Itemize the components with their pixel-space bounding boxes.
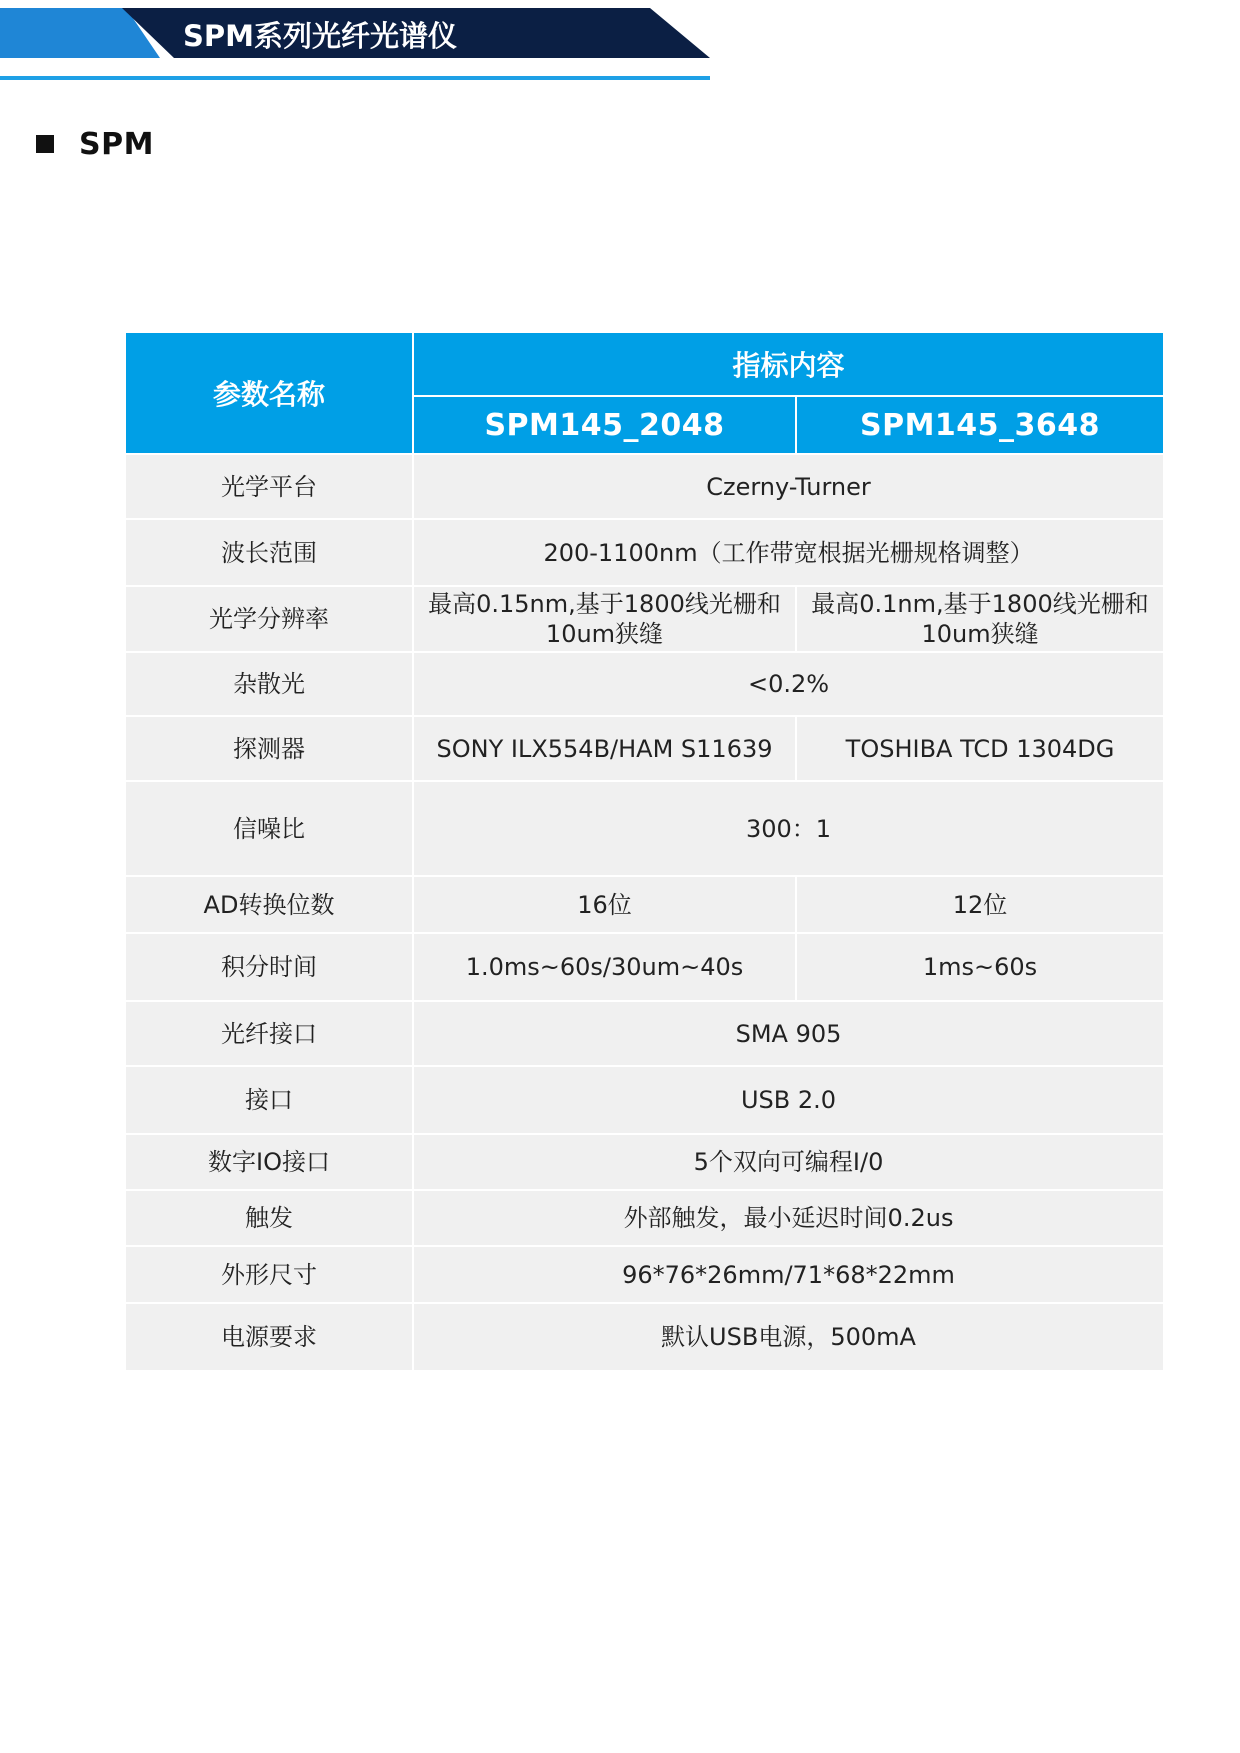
param-value: 外部触发，最小延迟时间0.2us bbox=[413, 1190, 1164, 1246]
param-value-model-2: 12位 bbox=[796, 876, 1164, 933]
param-value-model-2: 最高0.1nm,基于1800线光栅和10um狭缝 bbox=[796, 586, 1164, 652]
banner-underline bbox=[0, 76, 710, 80]
table-row bbox=[125, 454, 1164, 519]
section-title: SPM bbox=[79, 126, 154, 162]
param-name: 光学平台 bbox=[125, 454, 413, 519]
param-header: 参数名称 bbox=[125, 332, 413, 454]
param-value: 默认USB电源，500mA bbox=[413, 1303, 1164, 1371]
table-row bbox=[125, 1001, 1164, 1066]
table-row bbox=[125, 1303, 1164, 1371]
param-value: 200-1100nm（工作带宽根据光栅规格调整） bbox=[413, 519, 1164, 586]
spec-table bbox=[124, 331, 1165, 1372]
param-value: USB 2.0 bbox=[413, 1066, 1164, 1134]
param-name: AD转换位数 bbox=[125, 876, 413, 933]
table-row bbox=[125, 876, 1164, 933]
param-value: 300：1 bbox=[413, 781, 1164, 876]
table-row bbox=[125, 1246, 1164, 1303]
table-row bbox=[125, 652, 1164, 716]
param-value: <0.2% bbox=[413, 652, 1164, 716]
header-banner bbox=[0, 0, 720, 90]
param-value: 5个双向可编程I/0 bbox=[413, 1134, 1164, 1190]
param-name: 接口 bbox=[125, 1066, 413, 1134]
param-name: 杂散光 bbox=[125, 652, 413, 716]
table-row bbox=[125, 1066, 1164, 1134]
table-row bbox=[125, 781, 1164, 876]
param-name: 触发 bbox=[125, 1190, 413, 1246]
param-value: Czerny-Turner bbox=[413, 454, 1164, 519]
table-row bbox=[125, 519, 1164, 586]
table-header-row bbox=[125, 332, 1164, 396]
param-value: SMA 905 bbox=[413, 1001, 1164, 1066]
model-header-2: SPM145_3648 bbox=[796, 396, 1164, 454]
page-title: SPM系列光纤光谱仪 bbox=[183, 19, 457, 53]
table-row bbox=[125, 1190, 1164, 1246]
model-header-1: SPM145_2048 bbox=[413, 396, 796, 454]
param-value-model-2: 1ms~60s bbox=[796, 933, 1164, 1001]
param-value-model-1: 16位 bbox=[413, 876, 796, 933]
table-row bbox=[125, 1134, 1164, 1190]
table-row bbox=[125, 933, 1164, 1001]
table-row bbox=[125, 716, 1164, 781]
param-value-model-2: TOSHIBA TCD 1304DG bbox=[796, 716, 1164, 781]
table-row bbox=[125, 586, 1164, 652]
square-bullet-icon bbox=[36, 135, 54, 153]
param-name: 光纤接口 bbox=[125, 1001, 413, 1066]
param-name: 积分时间 bbox=[125, 933, 413, 1001]
param-name: 电源要求 bbox=[125, 1303, 413, 1371]
param-name: 外形尺寸 bbox=[125, 1246, 413, 1303]
param-name: 光学分辨率 bbox=[125, 586, 413, 652]
param-name: 波长范围 bbox=[125, 519, 413, 586]
param-value-model-1: 最高0.15nm,基于1800线光栅和10um狭缝 bbox=[413, 586, 796, 652]
section-heading bbox=[36, 124, 154, 164]
param-name: 探测器 bbox=[125, 716, 413, 781]
param-name: 数字IO接口 bbox=[125, 1134, 413, 1190]
param-value-model-1: 1.0ms~60s/30um~40s bbox=[413, 933, 796, 1001]
spec-header: 指标内容 bbox=[413, 332, 1164, 396]
param-name: 信噪比 bbox=[125, 781, 413, 876]
param-value-model-1: SONY ILX554B/HAM S11639 bbox=[413, 716, 796, 781]
param-value: 96*76*26mm/71*68*22mm bbox=[413, 1246, 1164, 1303]
